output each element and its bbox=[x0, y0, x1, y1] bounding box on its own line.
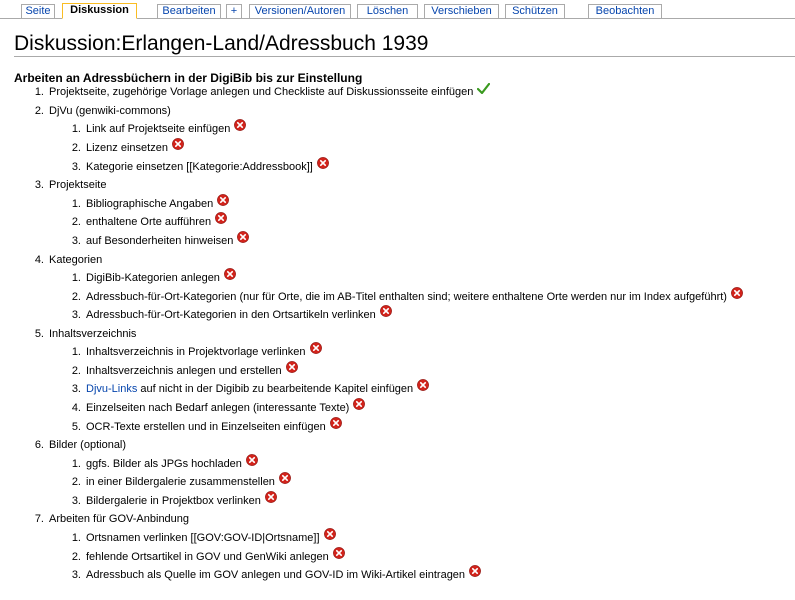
item-text bbox=[86, 213, 227, 231]
not-done-icon bbox=[172, 138, 184, 156]
tab-beobachten[interactable]: Beobachten bbox=[588, 4, 662, 18]
not-done-icon bbox=[279, 472, 291, 490]
item-text bbox=[86, 473, 291, 491]
item-number: 5. bbox=[34, 328, 44, 340]
not-done-icon bbox=[310, 342, 322, 360]
not-done-icon bbox=[234, 119, 246, 137]
item-text bbox=[86, 269, 236, 287]
item-number: 1. bbox=[71, 458, 81, 470]
item-label: ggfs. Bilder als JPGs hochladen bbox=[86, 458, 242, 470]
page-title: Diskussion:Erlangen-Land/Adressbuch 1939 bbox=[14, 32, 429, 55]
item-text bbox=[86, 418, 342, 436]
item-label: enthaltene Orte aufführen bbox=[86, 216, 212, 228]
item-number: 7. bbox=[34, 513, 44, 525]
item-number: 3. bbox=[71, 495, 81, 507]
item-label: Inhaltsverzeichnis bbox=[49, 328, 137, 340]
item-text bbox=[49, 176, 106, 194]
not-done-icon bbox=[224, 268, 236, 286]
djvu-links-link[interactable]: Djvu-Links bbox=[86, 383, 138, 395]
item-number: 2. bbox=[71, 476, 81, 488]
tab-versionen[interactable]: Versionen/Autoren bbox=[249, 4, 351, 18]
item-number: 4. bbox=[71, 402, 81, 414]
item-number: 5. bbox=[71, 421, 81, 433]
not-done-icon bbox=[324, 528, 336, 546]
item-text bbox=[86, 362, 298, 380]
item-label: DigiBib-Kategorien anlegen bbox=[86, 272, 220, 284]
not-done-icon bbox=[417, 379, 429, 397]
not-done-icon bbox=[731, 287, 743, 305]
item-text bbox=[86, 566, 481, 584]
item-label: Bildergalerie in Projektbox verlinken bbox=[86, 495, 261, 507]
not-done-icon bbox=[333, 547, 345, 565]
item-label: Bibliographische Angaben bbox=[86, 198, 214, 210]
item-number: 1. bbox=[34, 86, 44, 98]
item-number: 3. bbox=[71, 161, 81, 173]
item-text bbox=[86, 455, 258, 473]
item-number: 3. bbox=[71, 383, 81, 395]
item-label: Einzelseiten nach Bedarf anlegen (interessante Texte) bbox=[86, 402, 350, 414]
item-text bbox=[86, 399, 365, 417]
item-label: Projektseite, zugehörige Vorlage anlegen und Checkliste auf Diskussionsseite einfügen bbox=[49, 86, 474, 98]
item-text bbox=[86, 306, 392, 324]
not-done-icon bbox=[380, 305, 392, 323]
item-number: 1. bbox=[71, 123, 81, 135]
tab-schuetzen[interactable]: Schützen bbox=[505, 4, 565, 18]
item-number: 2. bbox=[71, 551, 81, 563]
item-number: 6. bbox=[34, 439, 44, 451]
item-text bbox=[49, 510, 189, 528]
item-label: Kategorien bbox=[49, 254, 103, 266]
not-done-icon bbox=[353, 398, 365, 416]
item-number: 1. bbox=[71, 272, 81, 284]
item-label: Ortsnamen verlinken [[GOV:GOV-ID|Ortsname]] bbox=[86, 532, 320, 544]
item-label: auf nicht in der Digibib zu bearbeitende Kapitel einfügen bbox=[137, 383, 414, 395]
item-text bbox=[86, 548, 345, 566]
item-label: Kategorie einsetzen [[Kategorie:Addressbook]] bbox=[86, 161, 313, 173]
item-text bbox=[49, 102, 171, 120]
item-text bbox=[49, 325, 136, 343]
item-number: 2. bbox=[34, 105, 44, 117]
item-text bbox=[86, 158, 329, 176]
item-label: OCR-Texte erstellen und in Einzelseiten einfügen bbox=[86, 421, 326, 433]
not-done-icon bbox=[265, 491, 277, 509]
item-label: Adressbuch-für-Ort-Kategorien (nur für Orte, die im AB-Titel enthalten sind; weitere enthaltene Orte werden nur im Index aufgeführt) bbox=[86, 291, 727, 303]
item-text bbox=[86, 139, 184, 157]
item-number: 2. bbox=[71, 291, 81, 303]
not-done-icon bbox=[286, 361, 298, 379]
item-label: Inhaltsverzeichnis anlegen und erstellen bbox=[86, 365, 282, 377]
item-number: 3. bbox=[71, 569, 81, 581]
item-number: 3. bbox=[71, 309, 81, 321]
not-done-icon bbox=[330, 417, 342, 435]
item-text bbox=[86, 492, 277, 510]
item-number: 1. bbox=[71, 346, 81, 358]
tab-add-section[interactable]: + bbox=[226, 4, 242, 18]
tab-verschieben[interactable]: Verschieben bbox=[424, 4, 499, 18]
item-label: DjVu (genwiki-commons) bbox=[49, 105, 171, 117]
item-label: Arbeiten für GOV-Anbindung bbox=[49, 513, 190, 525]
tab-loeschen[interactable]: Löschen bbox=[357, 4, 418, 18]
item-text bbox=[86, 195, 229, 213]
section-heading: Arbeiten an Adressbüchern in der DigiBib bis zur Einstellung bbox=[14, 71, 363, 85]
item-text bbox=[86, 288, 743, 306]
item-number: 4. bbox=[34, 254, 44, 266]
not-done-icon bbox=[246, 454, 258, 472]
item-number: 3. bbox=[34, 179, 44, 191]
item-text bbox=[86, 120, 246, 138]
item-label: Bilder (optional) bbox=[49, 439, 127, 451]
page-tabs bbox=[0, 0, 795, 19]
done-icon bbox=[477, 82, 490, 100]
item-text bbox=[49, 83, 490, 101]
item-label: Lizenz einsetzen bbox=[86, 142, 168, 154]
not-done-icon bbox=[469, 565, 481, 583]
item-label: auf Besonderheiten hinweisen bbox=[86, 235, 234, 247]
item-label: Link auf Projektseite einfügen bbox=[86, 123, 231, 135]
not-done-icon bbox=[237, 231, 249, 249]
item-label: Adressbuch als Quelle im GOV anlegen und GOV-ID im Wiki-Artikel eintragen bbox=[86, 569, 466, 581]
item-number: 2. bbox=[71, 142, 81, 154]
item-text bbox=[86, 343, 322, 361]
item-number: 2. bbox=[71, 216, 81, 228]
item-label: in einer Bildergalerie zusammenstellen bbox=[86, 476, 275, 488]
item-text bbox=[86, 529, 336, 547]
item-text bbox=[49, 436, 126, 454]
item-number: 3. bbox=[71, 235, 81, 247]
title-divider bbox=[14, 56, 795, 57]
item-label: Projektseite bbox=[49, 179, 107, 191]
item-number: 1. bbox=[71, 198, 81, 210]
tab-bearbeiten[interactable]: Bearbeiten bbox=[157, 4, 221, 18]
item-number: 2. bbox=[71, 365, 81, 377]
not-done-icon bbox=[317, 157, 329, 175]
item-text bbox=[49, 251, 102, 269]
item-number: 1. bbox=[71, 532, 81, 544]
not-done-icon bbox=[215, 212, 227, 230]
item-text bbox=[86, 380, 429, 398]
item-label: Inhaltsverzeichnis in Projektvorlage verlinken bbox=[86, 346, 306, 358]
item-label: fehlende Ortsartikel in GOV und GenWiki anlegen bbox=[86, 551, 329, 563]
tab-seite[interactable]: Seite bbox=[21, 4, 55, 18]
item-label: Adressbuch-für-Ort-Kategorien in den Ortsartikeln verlinken bbox=[86, 309, 376, 321]
tab-diskussion[interactable]: Diskussion bbox=[62, 3, 137, 19]
not-done-icon bbox=[217, 194, 229, 212]
item-text bbox=[86, 232, 249, 250]
